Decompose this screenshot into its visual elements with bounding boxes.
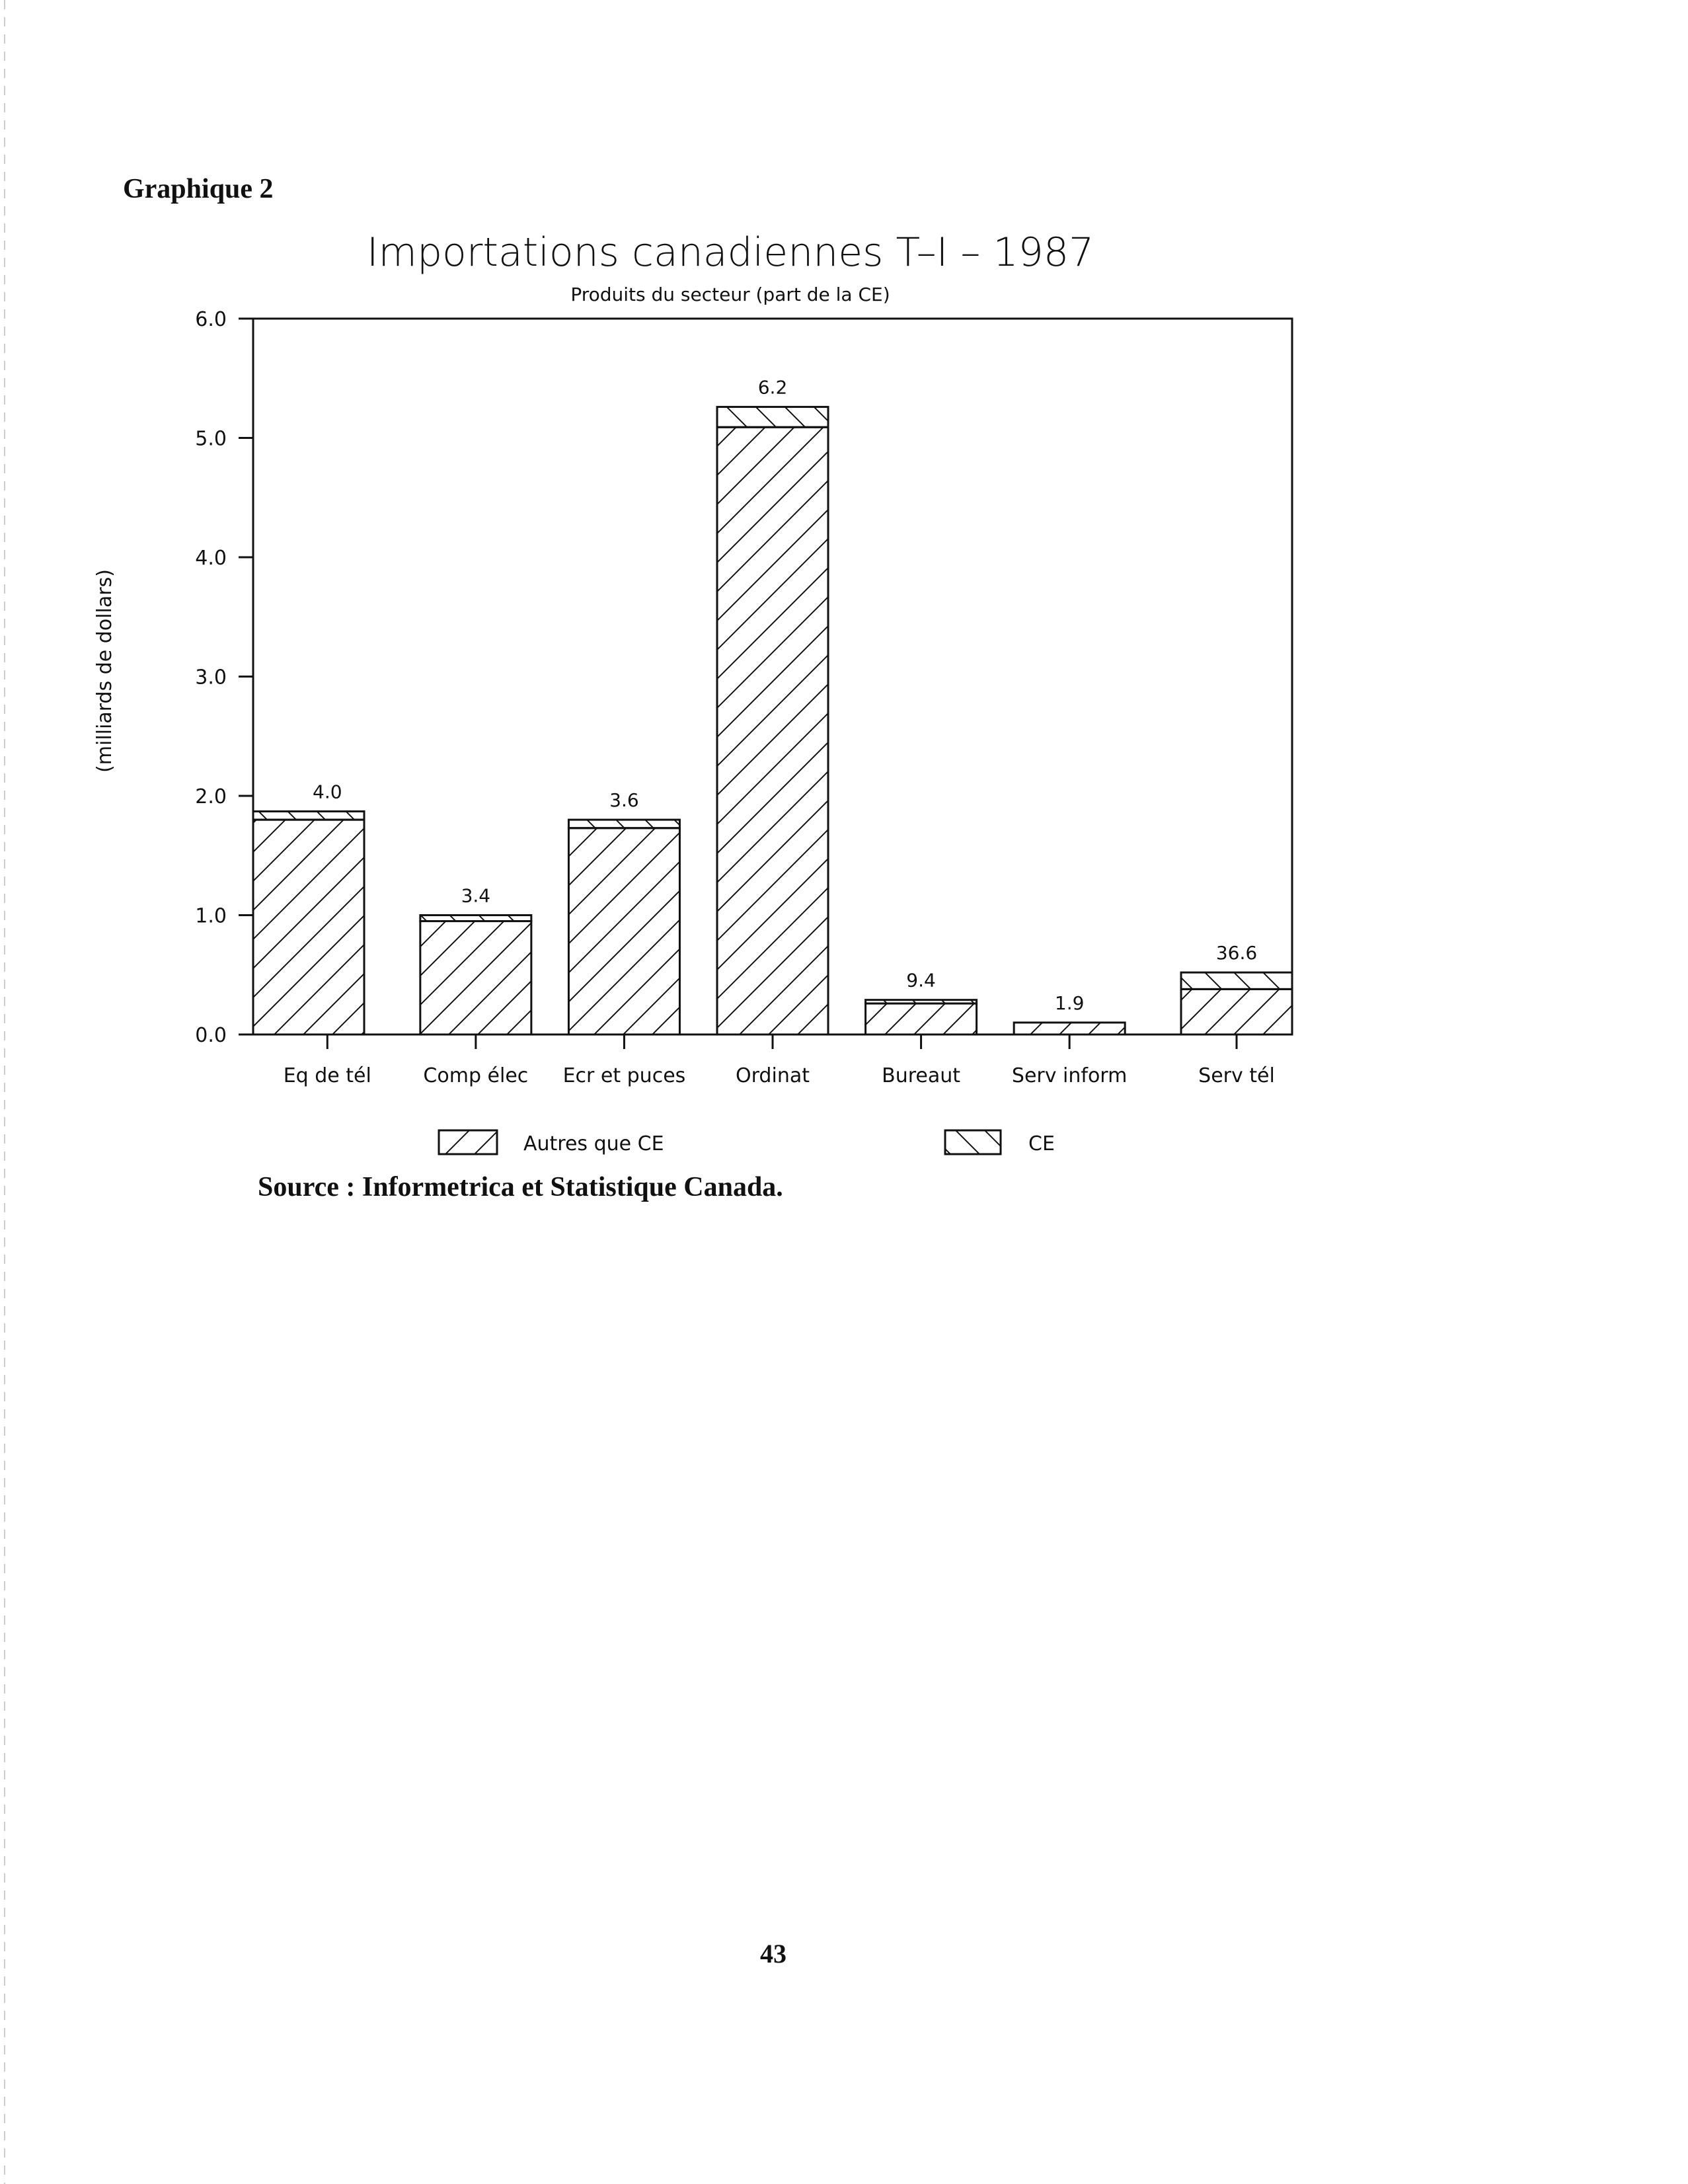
bar-ce	[717, 407, 828, 428]
bar-value-label: 36.6	[1215, 942, 1258, 964]
source-note: Source : Informetrica et Statistique Canada.	[258, 1172, 783, 1202]
x-tick-label: Ecr et puces	[562, 1064, 686, 1087]
bar-autres-que-ce	[1014, 1023, 1125, 1034]
x-tick-label: Bureaut	[882, 1064, 961, 1087]
legend-label-autres-que-ce: Autres que CE	[523, 1132, 664, 1155]
bar-autres-que-ce	[568, 828, 679, 1034]
y-axis-label: (milliards de dollars)	[93, 569, 116, 773]
legend	[439, 1130, 1055, 1155]
bar-ce	[568, 820, 679, 828]
bars	[253, 407, 1292, 1034]
bar-ce	[420, 916, 531, 921]
bar-ce	[253, 811, 364, 820]
bar-value-label: 6.2	[757, 376, 788, 399]
bar-autres-que-ce	[420, 921, 531, 1034]
y-tick-label: 2.0	[195, 785, 227, 808]
y-tick-label: 1.0	[195, 904, 227, 928]
bar-autres-que-ce	[1181, 989, 1292, 1034]
y-tick-label: 4.0	[195, 547, 227, 570]
legend-label-ce: CE	[1028, 1132, 1055, 1155]
x-tick-label: Ordinat	[736, 1064, 810, 1087]
bar-value-label: 4.0	[313, 781, 342, 803]
bar-ce	[1181, 972, 1292, 989]
chart-title: Importations canadiennes T–I – 1987	[366, 229, 1094, 276]
x-axis	[284, 1034, 1275, 1087]
legend-swatch-autres-que-ce	[439, 1130, 497, 1154]
y-axis	[195, 308, 253, 1047]
x-tick-label: Comp élec	[423, 1064, 529, 1087]
bar-value-label: 3.4	[461, 884, 491, 907]
y-tick-label: 6.0	[195, 308, 227, 331]
y-tick-label: 5.0	[195, 427, 227, 451]
legend-swatch-ce	[945, 1130, 1001, 1154]
x-tick-label: Eq de tél	[283, 1064, 371, 1087]
bar-value-label: 3.6	[609, 789, 639, 812]
y-tick-label: 3.0	[195, 666, 227, 689]
figure-label: Graphique 2	[123, 174, 274, 204]
chart-subtitle: Produits du secteur (part de la CE)	[570, 284, 890, 305]
bar-autres-que-ce	[717, 427, 828, 1034]
bar-value-label: 9.4	[906, 969, 936, 992]
bar-autres-que-ce	[253, 820, 364, 1034]
bar-autres-que-ce	[866, 1003, 977, 1034]
bar-value-label: 1.9	[1054, 992, 1085, 1014]
x-tick-label: Serv tél	[1198, 1064, 1275, 1087]
bar-ce	[866, 1000, 977, 1003]
y-tick-label: 0.0	[195, 1024, 227, 1047]
page-number: 43	[760, 1939, 786, 1969]
x-tick-label: Serv inform	[1011, 1064, 1128, 1087]
